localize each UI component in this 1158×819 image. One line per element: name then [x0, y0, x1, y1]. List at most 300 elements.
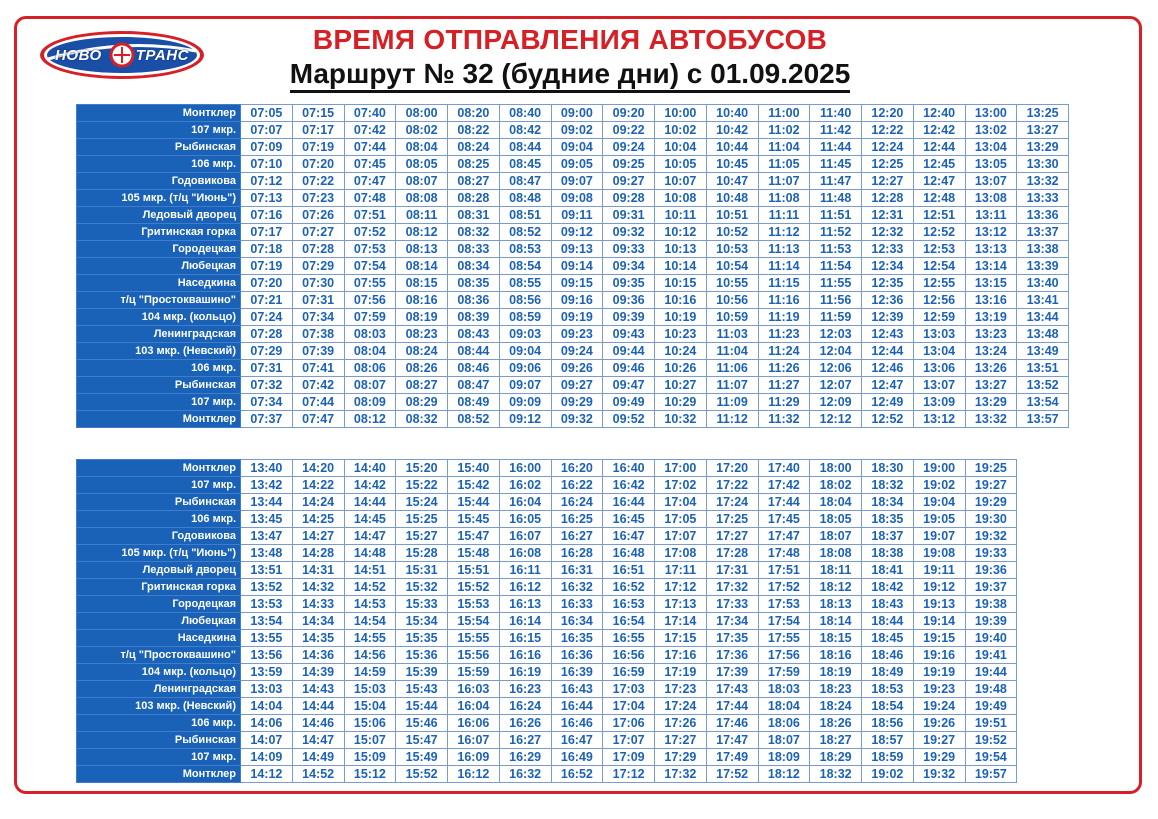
departure-time: 13:52	[1017, 377, 1069, 394]
departure-time: 18:35	[862, 511, 914, 528]
departure-time: 14:20	[292, 460, 344, 477]
departure-time: 17:26	[655, 715, 707, 732]
departure-time: 19:32	[913, 766, 965, 783]
departure-time: 14:45	[344, 511, 396, 528]
departure-time: 13:44	[1017, 309, 1069, 326]
departure-time: 13:16	[965, 292, 1017, 309]
timetable-afternoon	[76, 459, 1017, 783]
departure-time: 17:44	[758, 494, 810, 511]
departure-time: 18:41	[862, 562, 914, 579]
departure-time: 08:03	[344, 326, 396, 343]
stop-name: 104 мкр. (кольцо)	[77, 664, 241, 681]
stop-name: Рыбинская	[77, 139, 241, 156]
stop-name: Рыбинская	[77, 732, 241, 749]
stop-name: 107 мкр.	[77, 749, 241, 766]
departure-time: 10:42	[706, 122, 758, 139]
departure-time: 11:04	[758, 139, 810, 156]
departure-time: 13:02	[965, 122, 1017, 139]
departure-time: 09:02	[551, 122, 603, 139]
departure-time: 08:47	[499, 173, 551, 190]
stop-name: Городецкая	[77, 596, 241, 613]
departure-time: 09:20	[603, 105, 655, 122]
departure-time: 10:12	[655, 224, 707, 241]
departure-time: 16:52	[603, 579, 655, 596]
departure-time: 07:29	[292, 258, 344, 275]
departure-time: 13:00	[965, 105, 1017, 122]
departure-time: 13:19	[965, 309, 1017, 326]
departure-time: 14:48	[344, 545, 396, 562]
departure-time: 12:31	[862, 207, 914, 224]
departure-time: 12:47	[862, 377, 914, 394]
departure-time: 16:43	[551, 681, 603, 698]
stop-name: Монтклер	[77, 105, 241, 122]
departure-time: 16:12	[499, 579, 551, 596]
departure-time: 09:03	[499, 326, 551, 343]
departure-time: 11:11	[758, 207, 810, 224]
departure-time: 14:59	[344, 664, 396, 681]
departure-time: 12:33	[862, 241, 914, 258]
departure-time: 17:53	[758, 596, 810, 613]
stop-name: 105 мкр. (т/ц "Июнь")	[77, 545, 241, 562]
departure-time: 16:02	[499, 477, 551, 494]
departure-time: 18:14	[810, 613, 862, 630]
departure-time: 15:12	[344, 766, 396, 783]
departure-time: 10:51	[706, 207, 758, 224]
departure-time: 09:04	[551, 139, 603, 156]
departure-time: 18:42	[862, 579, 914, 596]
departure-time: 07:20	[292, 156, 344, 173]
departure-time: 08:05	[396, 156, 448, 173]
departure-time: 14:43	[292, 681, 344, 698]
departure-time: 19:13	[913, 596, 965, 613]
table-row	[77, 630, 1017, 647]
departure-time: 08:16	[396, 292, 448, 309]
table-row	[77, 545, 1017, 562]
departure-time: 14:12	[241, 766, 293, 783]
table-row	[77, 664, 1017, 681]
departure-time: 16:22	[551, 477, 603, 494]
departure-time: 07:23	[292, 190, 344, 207]
departure-time: 07:38	[292, 326, 344, 343]
departure-time: 07:41	[292, 360, 344, 377]
departure-time: 19:38	[965, 596, 1017, 613]
departure-time: 13:49	[1017, 343, 1069, 360]
departure-time: 07:16	[241, 207, 293, 224]
departure-time: 16:04	[448, 698, 500, 715]
departure-time: 12:47	[913, 173, 965, 190]
departure-time: 17:29	[655, 749, 707, 766]
departure-time: 08:29	[396, 394, 448, 411]
departure-time: 14:46	[292, 715, 344, 732]
departure-time: 07:47	[344, 173, 396, 190]
departure-time: 15:27	[396, 528, 448, 545]
departure-time: 07:44	[344, 139, 396, 156]
table-row	[77, 224, 1069, 241]
departure-time: 12:52	[862, 411, 914, 428]
stop-name: Наседкина	[77, 275, 241, 292]
departure-time: 11:45	[810, 156, 862, 173]
table-row	[77, 647, 1017, 664]
departure-time: 15:56	[448, 647, 500, 664]
departure-time: 12:34	[862, 258, 914, 275]
table-row	[77, 139, 1069, 156]
departure-time: 16:54	[603, 613, 655, 630]
departure-time: 16:32	[551, 579, 603, 596]
departure-time: 11:53	[810, 241, 862, 258]
departure-time: 07:47	[292, 411, 344, 428]
departure-time: 08:49	[448, 394, 500, 411]
departure-time: 08:24	[396, 343, 448, 360]
table-row	[77, 207, 1069, 224]
departure-time: 17:05	[655, 511, 707, 528]
departure-time: 17:47	[758, 528, 810, 545]
departure-time: 16:28	[551, 545, 603, 562]
departure-time: 11:27	[758, 377, 810, 394]
departure-time: 07:39	[292, 343, 344, 360]
departure-time: 14:32	[292, 579, 344, 596]
departure-time: 16:13	[499, 596, 551, 613]
departure-time: 19:23	[913, 681, 965, 698]
departure-time: 15:07	[344, 732, 396, 749]
departure-time: 16:34	[551, 613, 603, 630]
departure-time: 18:04	[810, 494, 862, 511]
departure-time: 19:26	[913, 715, 965, 732]
departure-time: 08:43	[448, 326, 500, 343]
departure-time: 11:12	[758, 224, 810, 241]
departure-time: 15:20	[396, 460, 448, 477]
departure-time: 19:57	[965, 766, 1017, 783]
departure-time: 14:51	[344, 562, 396, 579]
departure-time: 12:22	[862, 122, 914, 139]
departure-time: 09:11	[551, 207, 603, 224]
departure-time: 12:28	[862, 190, 914, 207]
departure-time: 18:37	[862, 528, 914, 545]
departure-time: 07:48	[344, 190, 396, 207]
departure-time: 15:33	[396, 596, 448, 613]
table-row	[77, 326, 1069, 343]
departure-time: 17:07	[603, 732, 655, 749]
departure-time: 08:51	[499, 207, 551, 224]
departure-time: 07:37	[241, 411, 293, 428]
departure-time: 19:39	[965, 613, 1017, 630]
departure-time: 15:47	[396, 732, 448, 749]
departure-time: 10:00	[655, 105, 707, 122]
departure-time: 11:09	[706, 394, 758, 411]
departure-time: 07:17	[241, 224, 293, 241]
departure-time: 19:24	[913, 698, 965, 715]
departure-time: 09:09	[499, 394, 551, 411]
timetable-morning	[76, 104, 1069, 428]
departure-time: 11:54	[810, 258, 862, 275]
departure-time: 15:34	[396, 613, 448, 630]
departure-time: 08:14	[396, 258, 448, 275]
stop-name: Монтклер	[77, 766, 241, 783]
departure-time: 18:56	[862, 715, 914, 732]
departure-time: 17:22	[706, 477, 758, 494]
table-row	[77, 292, 1069, 309]
departure-time: 13:24	[965, 343, 1017, 360]
departure-time: 13:40	[241, 460, 293, 477]
departure-time: 10:14	[655, 258, 707, 275]
stop-name: Гритинская горка	[77, 224, 241, 241]
departure-time: 11:40	[810, 105, 862, 122]
departure-time: 13:39	[1017, 258, 1069, 275]
departure-time: 17:04	[655, 494, 707, 511]
departure-time: 16:14	[499, 613, 551, 630]
departure-time: 15:06	[344, 715, 396, 732]
departure-time: 08:32	[396, 411, 448, 428]
departure-time: 07:13	[241, 190, 293, 207]
departure-time: 13:32	[1017, 173, 1069, 190]
stop-name: Ледовый дворец	[77, 207, 241, 224]
departure-time: 08:35	[448, 275, 500, 292]
departure-time: 17:44	[706, 698, 758, 715]
departure-time: 07:09	[241, 139, 293, 156]
departure-time: 12:40	[913, 105, 965, 122]
departure-time: 11:12	[706, 411, 758, 428]
departure-time: 19:27	[913, 732, 965, 749]
departure-time: 08:07	[344, 377, 396, 394]
departure-time: 18:13	[810, 596, 862, 613]
departure-time: 14:53	[344, 596, 396, 613]
departure-time: 15:54	[448, 613, 500, 630]
departure-time: 16:39	[551, 664, 603, 681]
departure-time: 08:28	[448, 190, 500, 207]
departure-time: 15:28	[396, 545, 448, 562]
departure-time: 07:20	[241, 275, 293, 292]
departure-time: 16:25	[551, 511, 603, 528]
departure-time: 08:19	[396, 309, 448, 326]
departure-time: 18:12	[758, 766, 810, 783]
departure-time: 10:44	[706, 139, 758, 156]
departure-time: 14:44	[292, 698, 344, 715]
departure-time: 07:54	[344, 258, 396, 275]
departure-time: 18:04	[758, 698, 810, 715]
departure-time: 09:35	[603, 275, 655, 292]
departure-time: 07:21	[241, 292, 293, 309]
departure-time: 18:07	[758, 732, 810, 749]
departure-time: 17:47	[706, 732, 758, 749]
departure-time: 16:32	[499, 766, 551, 783]
departure-time: 09:29	[551, 394, 603, 411]
departure-time: 09:16	[551, 292, 603, 309]
departure-time: 19:14	[913, 613, 965, 630]
departure-time: 11:52	[810, 224, 862, 241]
table-row	[77, 528, 1017, 545]
departure-time: 17:48	[758, 545, 810, 562]
departure-time: 14:09	[241, 749, 293, 766]
departure-time: 07:29	[241, 343, 293, 360]
departure-time: 16:49	[551, 749, 603, 766]
departure-time: 13:48	[1017, 326, 1069, 343]
departure-time: 08:07	[396, 173, 448, 190]
departure-time: 13:33	[1017, 190, 1069, 207]
departure-time: 13:36	[1017, 207, 1069, 224]
departure-time: 09:39	[603, 309, 655, 326]
departure-time: 15:39	[396, 664, 448, 681]
departure-time: 10:07	[655, 173, 707, 190]
departure-time: 13:13	[965, 241, 1017, 258]
table-row	[77, 715, 1017, 732]
departure-time: 10:11	[655, 207, 707, 224]
departure-time: 10:53	[706, 241, 758, 258]
departure-time: 07:17	[292, 122, 344, 139]
departure-time: 12:59	[913, 309, 965, 326]
departure-time: 14:34	[292, 613, 344, 630]
departure-time: 16:11	[499, 562, 551, 579]
departure-time: 13:56	[241, 647, 293, 664]
departure-time: 18:43	[862, 596, 914, 613]
table-row	[77, 156, 1069, 173]
departure-time: 18:05	[810, 511, 862, 528]
departure-time: 12:32	[862, 224, 914, 241]
stop-name: 103 мкр. (Невский)	[77, 343, 241, 360]
departure-time: 18:16	[810, 647, 862, 664]
departure-time: 11:16	[758, 292, 810, 309]
departure-time: 08:59	[499, 309, 551, 326]
departure-time: 17:23	[655, 681, 707, 698]
departure-time: 12:42	[913, 122, 965, 139]
departure-time: 11:07	[706, 377, 758, 394]
stop-name: Годовикова	[77, 173, 241, 190]
stop-name: Любецкая	[77, 613, 241, 630]
departure-time: 16:46	[551, 715, 603, 732]
departure-time: 14:49	[292, 749, 344, 766]
table-row	[77, 190, 1069, 207]
departure-time: 09:47	[603, 377, 655, 394]
departure-time: 15:45	[448, 511, 500, 528]
departure-time: 12:44	[913, 139, 965, 156]
departure-time: 17:13	[655, 596, 707, 613]
departure-time: 11:14	[758, 258, 810, 275]
departure-time: 08:09	[344, 394, 396, 411]
departure-time: 12:45	[913, 156, 965, 173]
departure-time: 12:20	[862, 105, 914, 122]
departure-time: 17:36	[706, 647, 758, 664]
departure-time: 17:28	[706, 545, 758, 562]
departure-time: 08:53	[499, 241, 551, 258]
departure-time: 19:15	[913, 630, 965, 647]
departure-time: 09:43	[603, 326, 655, 343]
departure-time: 10:13	[655, 241, 707, 258]
table-row	[77, 394, 1069, 411]
departure-time: 16:40	[603, 460, 655, 477]
departure-time: 09:28	[603, 190, 655, 207]
departure-time: 14:35	[292, 630, 344, 647]
departure-time: 18:03	[758, 681, 810, 698]
departure-time: 14:39	[292, 664, 344, 681]
departure-time: 13:03	[241, 681, 293, 698]
departure-time: 17:20	[706, 460, 758, 477]
departure-time: 19:51	[965, 715, 1017, 732]
departure-time: 09:05	[551, 156, 603, 173]
departure-time: 14:47	[292, 732, 344, 749]
departure-time: 17:49	[706, 749, 758, 766]
departure-time: 15:48	[448, 545, 500, 562]
departure-time: 13:12	[913, 411, 965, 428]
departure-time: 08:31	[448, 207, 500, 224]
departure-time: 08:02	[396, 122, 448, 139]
departure-time: 19:48	[965, 681, 1017, 698]
departure-time: 09:24	[551, 343, 603, 360]
departure-time: 17:27	[655, 732, 707, 749]
stop-name: 107 мкр.	[77, 122, 241, 139]
departure-time: 18:54	[862, 698, 914, 715]
departure-time: 07:28	[241, 326, 293, 343]
departure-time: 14:06	[241, 715, 293, 732]
route-subtitle-text: Маршрут № 32 (будние дни) с 01.09.2025	[290, 58, 851, 93]
departure-time: 17:43	[706, 681, 758, 698]
departure-time: 16:33	[551, 596, 603, 613]
table-row	[77, 579, 1017, 596]
departure-time: 07:28	[292, 241, 344, 258]
departure-time: 07:07	[241, 122, 293, 139]
departure-time: 18:08	[810, 545, 862, 562]
departure-time: 09:32	[551, 411, 603, 428]
departure-time: 15:49	[396, 749, 448, 766]
departure-time: 10:45	[706, 156, 758, 173]
departure-time: 09:07	[499, 377, 551, 394]
departure-time: 09:14	[551, 258, 603, 275]
departure-time: 09:27	[551, 377, 603, 394]
departure-time: 13:06	[913, 360, 965, 377]
departure-time: 08:12	[396, 224, 448, 241]
table-row	[77, 613, 1017, 630]
departure-time: 16:27	[551, 528, 603, 545]
departure-time: 17:08	[655, 545, 707, 562]
departure-time: 07:45	[344, 156, 396, 173]
departure-time: 12:07	[810, 377, 862, 394]
departure-time: 19:07	[913, 528, 965, 545]
departure-time: 09:23	[551, 326, 603, 343]
departure-time: 17:32	[706, 579, 758, 596]
departure-time: 07:19	[292, 139, 344, 156]
table-row	[77, 596, 1017, 613]
departure-time: 19:27	[965, 477, 1017, 494]
stop-name: Ленинградская	[77, 326, 241, 343]
departure-time: 08:22	[448, 122, 500, 139]
departure-time: 07:34	[292, 309, 344, 326]
departure-time: 18:32	[862, 477, 914, 494]
departure-time: 15:52	[396, 766, 448, 783]
departure-time: 08:47	[448, 377, 500, 394]
departure-time: 18:46	[862, 647, 914, 664]
departure-time: 14:52	[292, 766, 344, 783]
departure-time: 10:59	[706, 309, 758, 326]
departure-time: 18:27	[810, 732, 862, 749]
departure-time: 10:27	[655, 377, 707, 394]
departure-time: 10:08	[655, 190, 707, 207]
departure-time: 08:44	[499, 139, 551, 156]
departure-time: 07:24	[241, 309, 293, 326]
stop-name: 106 мкр.	[77, 360, 241, 377]
departure-time: 10:48	[706, 190, 758, 207]
departure-time: 09:26	[551, 360, 603, 377]
stop-name: Монтклер	[77, 411, 241, 428]
departure-time: 07:42	[344, 122, 396, 139]
departure-time: 07:22	[292, 173, 344, 190]
departure-time: 11:15	[758, 275, 810, 292]
departure-time: 08:52	[499, 224, 551, 241]
departure-time: 14:04	[241, 698, 293, 715]
departure-time: 17:24	[706, 494, 758, 511]
departure-time: 18:30	[862, 460, 914, 477]
departure-time: 11:47	[810, 173, 862, 190]
stop-name: Городецкая	[77, 241, 241, 258]
departure-time: 13:37	[1017, 224, 1069, 241]
departure-time: 18:06	[758, 715, 810, 732]
table-row	[77, 360, 1069, 377]
